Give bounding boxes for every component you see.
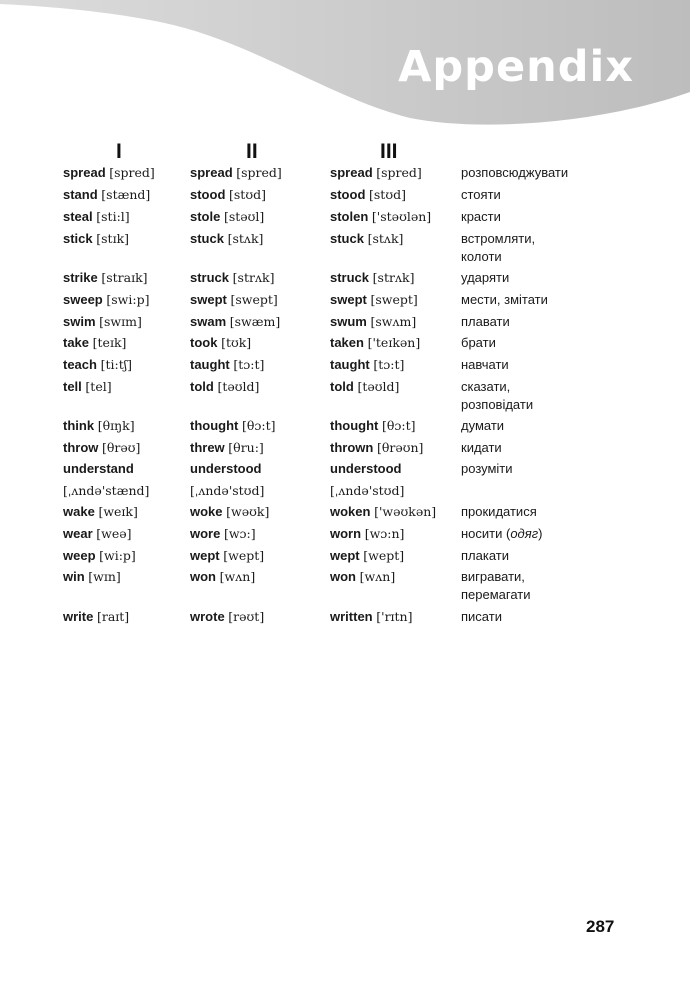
past-participle-transcription: [swʌm] bbox=[370, 314, 417, 329]
past-participle-word: understood bbox=[330, 461, 402, 476]
past-simple-cell bbox=[190, 547, 330, 565]
base-form-transcription: [stænd] bbox=[101, 187, 151, 202]
past-simple-cell bbox=[190, 568, 330, 603]
base-form-cell bbox=[63, 417, 190, 435]
verb-row bbox=[63, 334, 641, 352]
translation-text: встромляти, bbox=[461, 231, 536, 246]
past-simple-word: taught bbox=[190, 357, 230, 372]
base-form-transcription: [straɪk] bbox=[101, 270, 148, 285]
past-participle-cell bbox=[330, 439, 461, 457]
translation-text: вигравати, bbox=[461, 569, 525, 584]
past-simple-transcription: [θru:] bbox=[228, 440, 264, 455]
past-simple-word: swept bbox=[190, 292, 227, 307]
past-participle-word: stuck bbox=[330, 231, 364, 246]
base-form-cell bbox=[63, 439, 190, 457]
past-participle-transcription: [ˌʌndə'stʊd] bbox=[330, 483, 405, 498]
base-form-word: swim bbox=[63, 314, 96, 329]
past-participle-transcription: ['stəʊlən] bbox=[371, 209, 432, 224]
base-form-word: wear bbox=[63, 526, 93, 541]
past-simple-cell bbox=[190, 269, 330, 287]
past-participle-cell bbox=[330, 568, 461, 603]
past-participle-word: won bbox=[330, 569, 356, 584]
past-participle-transcription: [wept] bbox=[363, 548, 405, 563]
translation-text: навчати bbox=[461, 357, 509, 372]
past-simple-word: swam bbox=[190, 314, 227, 329]
past-simple-transcription: [ˌʌndə'stʊd] bbox=[190, 483, 265, 498]
base-form-transcription: [tel] bbox=[85, 379, 112, 394]
past-participle-word: spread bbox=[330, 165, 373, 180]
past-participle-cell bbox=[330, 482, 461, 500]
base-form-transcription: [spred] bbox=[109, 165, 155, 180]
past-simple-word: won bbox=[190, 569, 216, 584]
base-form-cell bbox=[63, 525, 190, 543]
translation-line bbox=[461, 608, 641, 626]
past-participle-word: woken bbox=[330, 504, 371, 519]
past-simple-transcription: [wəʊk] bbox=[226, 504, 270, 519]
base-form-word: stick bbox=[63, 231, 93, 246]
base-form-transcription: [wɪn] bbox=[88, 569, 121, 584]
past-simple-word: stuck bbox=[190, 231, 224, 246]
appendix-title: Appendix bbox=[398, 42, 634, 92]
past-simple-cell bbox=[190, 525, 330, 543]
past-participle-transcription: [wʌn] bbox=[359, 569, 396, 584]
past-simple-word: wore bbox=[190, 526, 221, 541]
base-form-transcription: [stɪk] bbox=[96, 231, 130, 246]
translation-line bbox=[461, 396, 641, 414]
translation-cell bbox=[461, 313, 641, 331]
past-simple-cell bbox=[190, 378, 330, 413]
past-participle-transcription: ['teɪkən] bbox=[367, 335, 421, 350]
base-form-cell bbox=[63, 313, 190, 331]
base-form-transcription: [raɪt] bbox=[96, 609, 130, 624]
translation-text: брати bbox=[461, 335, 496, 350]
translation-cell bbox=[461, 503, 641, 521]
past-participle-cell bbox=[330, 313, 461, 331]
translation-line bbox=[461, 568, 641, 586]
verb-row bbox=[63, 186, 641, 204]
translation-text: думати bbox=[461, 418, 505, 433]
past-simple-transcription: [rəʊt] bbox=[228, 609, 265, 624]
base-form-word: understand bbox=[63, 461, 134, 476]
base-form-cell bbox=[63, 378, 190, 413]
base-form-transcription: [ti:tʃ] bbox=[100, 357, 132, 372]
translation-line bbox=[461, 291, 641, 309]
column-header-iii: III bbox=[380, 140, 398, 163]
past-participle-transcription: [spred] bbox=[376, 165, 422, 180]
base-form-cell bbox=[63, 356, 190, 374]
base-form-cell bbox=[63, 503, 190, 521]
translation-cell bbox=[461, 547, 641, 565]
translation-cell bbox=[461, 291, 641, 309]
verb-row bbox=[63, 460, 641, 478]
verb-row bbox=[63, 417, 641, 435]
translation-line bbox=[461, 356, 641, 374]
past-simple-cell bbox=[190, 608, 330, 626]
translation-line bbox=[461, 313, 641, 331]
translation-cell bbox=[461, 417, 641, 435]
verb-row bbox=[63, 568, 641, 603]
translation-text: плавати bbox=[461, 314, 510, 329]
base-form-cell bbox=[63, 164, 190, 182]
translation-cell bbox=[461, 525, 641, 543]
translation-cell bbox=[461, 208, 641, 226]
translation-text: розуміти bbox=[461, 461, 513, 476]
past-participle-word: swept bbox=[330, 292, 367, 307]
translation-cell bbox=[461, 186, 641, 204]
base-form-cell bbox=[63, 568, 190, 603]
translation-line bbox=[461, 208, 641, 226]
past-participle-transcription: [θrəʊn] bbox=[376, 440, 424, 455]
translation-note: одяг bbox=[510, 526, 539, 541]
base-form-transcription: [θɪŋk] bbox=[97, 418, 135, 433]
past-simple-transcription: [wept] bbox=[223, 548, 265, 563]
base-form-transcription: [swi:p] bbox=[106, 292, 150, 307]
translation-text: кидати bbox=[461, 440, 502, 455]
translation-text: сказати, bbox=[461, 379, 511, 394]
past-participle-cell bbox=[330, 164, 461, 182]
verb-row bbox=[63, 378, 641, 413]
base-form-transcription: [teɪk] bbox=[92, 335, 127, 350]
past-simple-cell bbox=[190, 334, 330, 352]
past-simple-transcription: [tʊk] bbox=[221, 335, 252, 350]
base-form-cell bbox=[63, 547, 190, 565]
translation-text: ударяти bbox=[461, 270, 510, 285]
past-participle-cell bbox=[330, 356, 461, 374]
base-form-cell bbox=[63, 460, 190, 478]
translation-line bbox=[461, 586, 641, 604]
past-simple-transcription: [wɔ:] bbox=[223, 526, 256, 541]
past-simple-word: took bbox=[190, 335, 218, 350]
verb-row bbox=[63, 608, 641, 626]
translation-cell bbox=[461, 164, 641, 182]
translation-cell bbox=[461, 608, 641, 626]
base-form-word: take bbox=[63, 335, 90, 350]
past-participle-cell bbox=[330, 291, 461, 309]
translation-text: красти bbox=[461, 209, 501, 224]
base-form-transcription: [ˌʌndə'stænd] bbox=[63, 483, 150, 498]
translation-line bbox=[461, 334, 641, 352]
column-header-ii: II bbox=[246, 140, 258, 163]
translation-line bbox=[461, 230, 641, 248]
translation-line bbox=[461, 417, 641, 435]
base-form-word: strike bbox=[63, 270, 98, 285]
verb-row bbox=[63, 269, 641, 287]
past-participle-cell bbox=[330, 547, 461, 565]
base-form-transcription: [sti:l] bbox=[96, 209, 130, 224]
base-form-cell bbox=[63, 334, 190, 352]
past-simple-word: spread bbox=[190, 165, 233, 180]
past-simple-word: woke bbox=[190, 504, 223, 519]
past-simple-cell bbox=[190, 482, 330, 500]
past-simple-cell bbox=[190, 503, 330, 521]
past-participle-word: stood bbox=[330, 187, 366, 202]
past-participle-cell bbox=[330, 503, 461, 521]
past-simple-cell bbox=[190, 164, 330, 182]
past-simple-transcription: [swæm] bbox=[229, 314, 281, 329]
translation-text: плакати bbox=[461, 548, 509, 563]
past-participle-transcription: [θɔ:t] bbox=[382, 418, 416, 433]
verb-row bbox=[63, 164, 641, 182]
translation-cell bbox=[461, 378, 641, 413]
past-simple-transcription: [strʌk] bbox=[232, 270, 275, 285]
translation-line bbox=[461, 460, 641, 478]
base-form-word: teach bbox=[63, 357, 97, 372]
past-participle-transcription: ['rɪtn] bbox=[376, 609, 413, 624]
translation-line bbox=[461, 547, 641, 565]
base-form-cell bbox=[63, 186, 190, 204]
base-form-transcription: [wi:p] bbox=[99, 548, 136, 563]
translation-cell bbox=[461, 460, 641, 478]
translation-text: розповсюджувати bbox=[461, 165, 569, 180]
past-participle-transcription: ['wəʊkən] bbox=[374, 504, 437, 519]
past-participle-word: told bbox=[330, 379, 354, 394]
past-simple-transcription: [tɔ:t] bbox=[233, 357, 265, 372]
verb-row bbox=[63, 230, 641, 265]
base-form-word: win bbox=[63, 569, 85, 584]
past-simple-cell bbox=[190, 186, 330, 204]
translation-line bbox=[461, 269, 641, 287]
past-participle-word: written bbox=[330, 609, 373, 624]
past-simple-transcription: [təʊld] bbox=[217, 379, 260, 394]
translation-text: мести, змітати bbox=[461, 292, 548, 307]
past-simple-cell bbox=[190, 417, 330, 435]
verb-row bbox=[63, 503, 641, 521]
base-form-word: write bbox=[63, 609, 94, 624]
translation-text: носити ( bbox=[461, 526, 511, 541]
base-form-word: steal bbox=[63, 209, 93, 224]
translation-cell bbox=[461, 334, 641, 352]
past-participle-word: thought bbox=[330, 418, 379, 433]
base-form-cell bbox=[63, 208, 190, 226]
translation-cell bbox=[461, 230, 641, 265]
past-participle-word: struck bbox=[330, 270, 370, 285]
past-participle-word: stolen bbox=[330, 209, 369, 224]
past-participle-transcription: [tɔ:t] bbox=[373, 357, 405, 372]
base-form-cell bbox=[63, 608, 190, 626]
past-participle-cell bbox=[330, 378, 461, 413]
past-participle-cell bbox=[330, 186, 461, 204]
past-simple-transcription: [θɔ:t] bbox=[242, 418, 276, 433]
past-simple-word: stood bbox=[190, 187, 226, 202]
translation-cell bbox=[461, 269, 641, 287]
verb-row bbox=[63, 525, 641, 543]
past-participle-cell bbox=[330, 208, 461, 226]
past-simple-word: struck bbox=[190, 270, 230, 285]
translation-text-end: ) bbox=[538, 526, 543, 541]
translation-cell bbox=[461, 439, 641, 457]
past-simple-transcription: [wʌn] bbox=[219, 569, 256, 584]
base-form-word: throw bbox=[63, 440, 99, 455]
past-simple-cell bbox=[190, 230, 330, 265]
past-participle-transcription: [stʌk] bbox=[367, 231, 404, 246]
past-participle-transcription: [swept] bbox=[370, 292, 418, 307]
past-simple-transcription: [swept] bbox=[230, 292, 278, 307]
past-participle-word: swum bbox=[330, 314, 367, 329]
past-participle-word: wept bbox=[330, 548, 360, 563]
translation-cell bbox=[461, 568, 641, 603]
translation-line bbox=[461, 248, 641, 266]
past-participle-word: taken bbox=[330, 335, 364, 350]
translation-line bbox=[461, 525, 641, 543]
past-simple-word: thought bbox=[190, 418, 239, 433]
base-form-transcription: [weɪk] bbox=[98, 504, 138, 519]
past-participle-cell bbox=[330, 334, 461, 352]
translation-line bbox=[461, 164, 641, 182]
past-participle-transcription: [wɔ:n] bbox=[364, 526, 405, 541]
past-participle-cell bbox=[330, 460, 461, 478]
translation-text: розповідати bbox=[461, 396, 534, 412]
translation-text: прокидатися bbox=[461, 504, 537, 519]
verb-row bbox=[63, 356, 641, 374]
past-participle-cell bbox=[330, 417, 461, 435]
past-participle-cell bbox=[330, 608, 461, 626]
verb-row bbox=[63, 547, 641, 565]
past-simple-cell bbox=[190, 356, 330, 374]
past-participle-word: thrown bbox=[330, 440, 374, 455]
past-simple-cell bbox=[190, 460, 330, 478]
past-simple-transcription: [stəʊl] bbox=[223, 209, 265, 224]
past-simple-word: understood bbox=[190, 461, 262, 476]
verb-row bbox=[63, 439, 641, 457]
past-simple-word: threw bbox=[190, 440, 225, 455]
past-participle-word: worn bbox=[330, 526, 362, 541]
translation-line bbox=[461, 503, 641, 521]
past-participle-transcription: [stʊd] bbox=[369, 187, 406, 202]
base-form-cell bbox=[63, 291, 190, 309]
translation-line bbox=[461, 378, 641, 396]
translation-text: стояти bbox=[461, 187, 501, 202]
base-form-transcription: [swɪm] bbox=[99, 314, 142, 329]
translation-line bbox=[461, 439, 641, 457]
base-form-word: weep bbox=[63, 548, 96, 563]
translation-text: писати bbox=[461, 609, 502, 624]
column-header-i: I bbox=[116, 140, 122, 163]
verb-row bbox=[63, 208, 641, 226]
past-simple-cell bbox=[190, 439, 330, 457]
verb-row bbox=[63, 482, 641, 500]
base-form-cell bbox=[63, 482, 190, 500]
past-simple-word: told bbox=[190, 379, 214, 394]
translation-cell bbox=[461, 482, 641, 500]
past-simple-cell bbox=[190, 313, 330, 331]
page-number: 287 bbox=[586, 917, 615, 936]
base-form-word: spread bbox=[63, 165, 106, 180]
verb-row bbox=[63, 291, 641, 309]
base-form-word: think bbox=[63, 418, 95, 433]
past-simple-word: wept bbox=[190, 548, 220, 563]
past-simple-cell bbox=[190, 291, 330, 309]
base-form-word: sweep bbox=[63, 292, 103, 307]
past-participle-word: taught bbox=[330, 357, 370, 372]
past-participle-cell bbox=[330, 230, 461, 265]
translation-line bbox=[461, 186, 641, 204]
past-simple-transcription: [stʊd] bbox=[229, 187, 266, 202]
base-form-word: wake bbox=[63, 504, 95, 519]
translation-cell bbox=[461, 356, 641, 374]
base-form-cell bbox=[63, 269, 190, 287]
base-form-cell bbox=[63, 230, 190, 265]
base-form-word: stand bbox=[63, 187, 98, 202]
verb-row bbox=[63, 313, 641, 331]
past-simple-word: stole bbox=[190, 209, 221, 224]
past-participle-cell bbox=[330, 525, 461, 543]
past-simple-word: wrote bbox=[190, 609, 225, 624]
base-form-transcription: [θrəʊ] bbox=[102, 440, 141, 455]
base-form-transcription: [weə] bbox=[96, 526, 132, 541]
past-simple-transcription: [stʌk] bbox=[227, 231, 264, 246]
translation-text: перемагати bbox=[461, 586, 531, 602]
past-participle-transcription: [strʌk] bbox=[372, 270, 415, 285]
past-participle-cell bbox=[330, 269, 461, 287]
past-simple-cell bbox=[190, 208, 330, 226]
translation-text: колоти bbox=[461, 248, 502, 264]
past-simple-transcription: [spred] bbox=[236, 165, 282, 180]
base-form-word: tell bbox=[63, 379, 82, 394]
past-participle-transcription: [təʊld] bbox=[357, 379, 400, 394]
